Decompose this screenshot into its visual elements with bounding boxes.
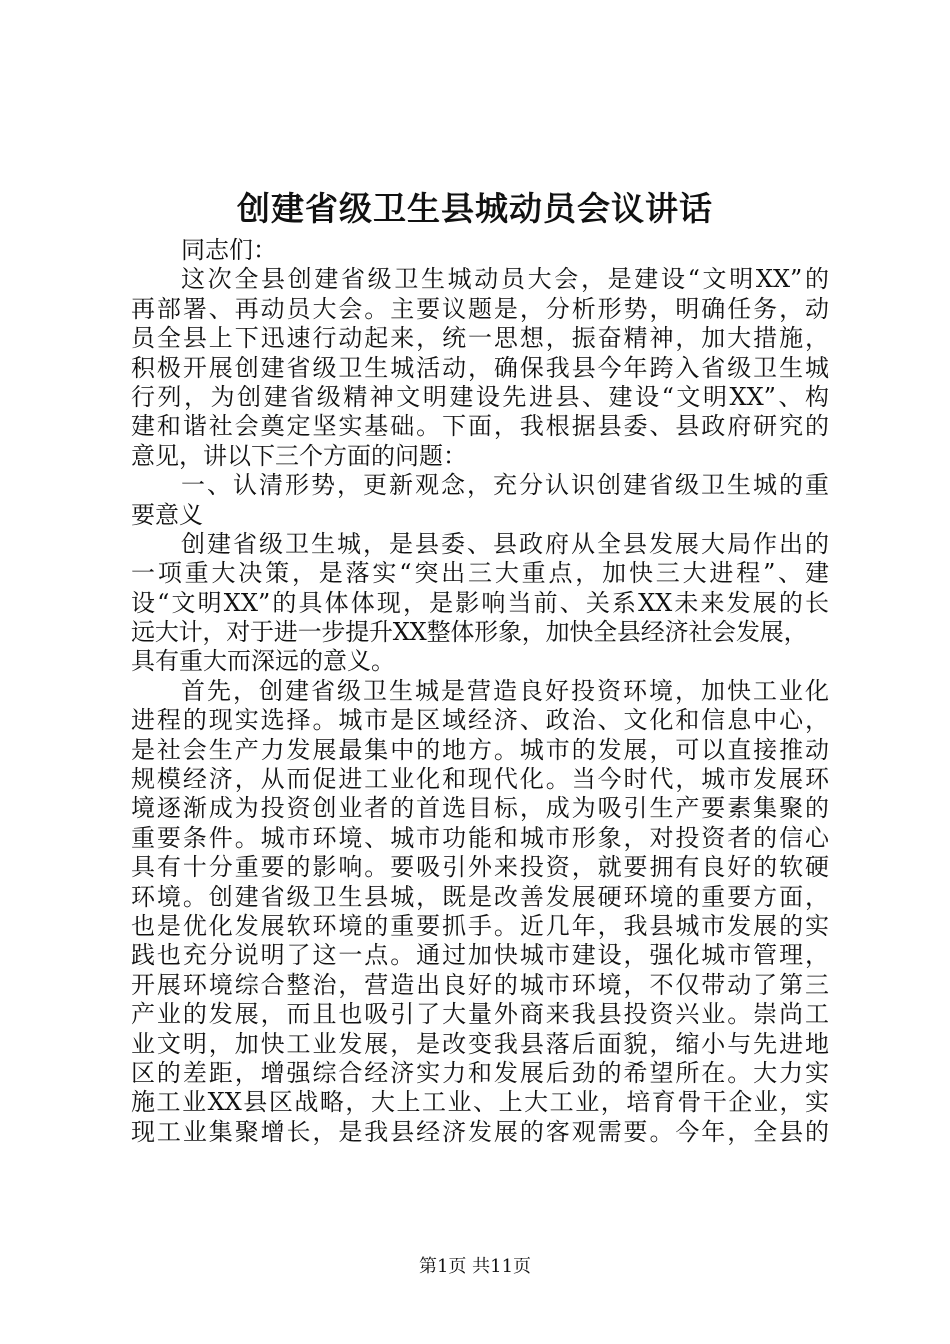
section-heading-line: 要意义 xyxy=(131,500,203,529)
paragraph-line: 员全县上下迅速行动起来，统一思想，振奋精神，加大措施， xyxy=(131,324,829,353)
paragraph-line: 建和谐社会奠定坚实基础。下面，我根据县委、县政府研究的 xyxy=(131,412,829,441)
document-title: 创建省级卫生县城动员会议讲话 xyxy=(237,189,713,228)
paragraph-line: 这次全县创建省级卫生城动员大会，是建设“文明XX”的 xyxy=(181,265,829,294)
paragraph-line: 是社会生产力发展最集中的地方。城市的发展，可以直接推动 xyxy=(131,735,829,764)
paragraph-line: 产业的发展，而且也吸引了大量外商来我县投资兴业。崇尚工 xyxy=(131,1000,829,1029)
paragraph-line: 行列，为创建省级精神文明建设先进县、建设“文明XX”、构 xyxy=(131,382,829,411)
paragraph-line: 业文明，加快工业发展，是改变我县落后面貌，缩小与先进地 xyxy=(131,1029,829,1058)
paragraph-line: 具有十分重要的影响。要吸引外来投资，就要拥有良好的软硬 xyxy=(131,853,829,882)
paragraph-line: 再部署、再动员大会。主要议题是，分析形势，明确任务，动 xyxy=(131,294,829,323)
paragraph-line: 进程的现实选择。城市是区域经济、政治、文化和信息中心， xyxy=(131,706,829,735)
paragraph-line: 意见，讲以下三个方面的问题： xyxy=(131,441,467,470)
paragraph-line: 开展环境综合整治，营造出良好的城市环境，不仅带动了第三 xyxy=(131,970,829,999)
paragraph-line: 远大计，对于进一步提升XX整体形象，加快全县经济社会发展， xyxy=(131,618,808,647)
document-body xyxy=(131,236,829,1147)
paragraph-line: 具有重大而深远的意义。 xyxy=(131,647,395,676)
paragraph-line: 环境。创建省级卫生县城，既是改善发展硬环境的重要方面， xyxy=(131,882,829,911)
paragraph-line: 区的差距，增强综合经济实力和发展后劲的希望所在。大力实 xyxy=(131,1058,829,1087)
paragraph-line: 设“文明XX”的具体体现，是影响当前、关系XX未来发展的长 xyxy=(131,588,829,617)
paragraph-line: 积极开展创建省级卫生城活动，确保我县今年跨入省级卫生城 xyxy=(131,353,829,382)
paragraph-line: 规模经济，从而促进工业化和现代化。当今时代，城市发展环 xyxy=(131,765,829,794)
paragraph-line: 首先，创建省级卫生城是营造良好投资环境，加快工业化 xyxy=(181,676,829,705)
paragraph-line: 现工业集聚增长，是我县经济发展的客观需要。今年，全县的 xyxy=(131,1117,829,1146)
paragraph-line: 境逐渐成为投资创业者的首选目标，成为吸引生产要素集聚的 xyxy=(131,794,829,823)
salutation-line: 同志们： xyxy=(181,236,277,264)
paragraph-line: 重要条件。城市环境、城市功能和城市形象，对投资者的信心 xyxy=(131,823,829,852)
page-number-footer: 第1页 共11页 xyxy=(418,1256,532,1277)
paragraph-line: 施工业XX县区战略，大上工业、上大工业，培育骨干企业，实 xyxy=(131,1088,829,1117)
section-heading-line: 一、认清形势，更新观念，充分认识创建省级卫生城的重 xyxy=(181,471,829,500)
paragraph-line: 践也充分说明了这一点。通过加快城市建设，强化城市管理， xyxy=(131,941,829,970)
paragraph-line: 一项重大决策，是落实“突出三大重点，加快三大进程”、建 xyxy=(131,559,829,588)
paragraph-line: 也是优化发展软环境的重要抓手。近几年，我县城市发展的实 xyxy=(131,911,829,940)
paragraph-line: 创建省级卫生城，是县委、县政府从全县发展大局作出的 xyxy=(181,529,829,558)
